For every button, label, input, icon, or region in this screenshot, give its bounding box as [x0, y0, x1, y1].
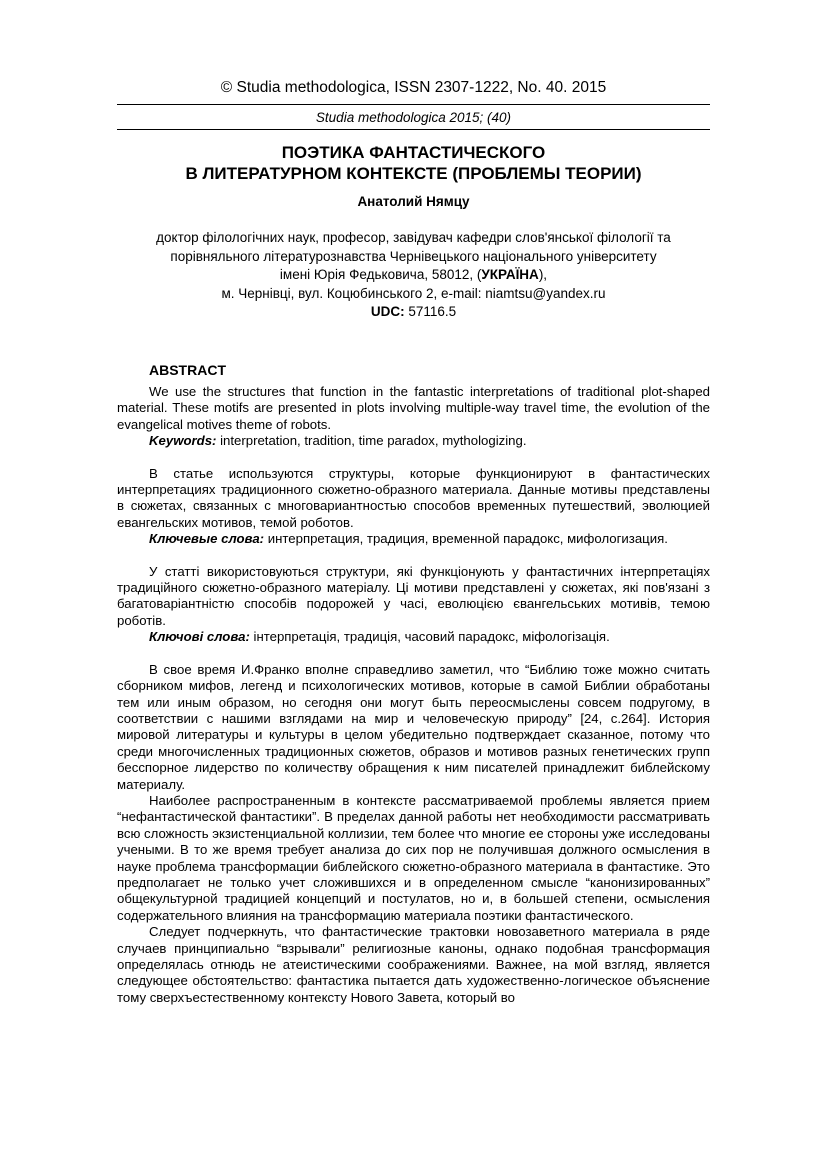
author-affiliation: [117, 229, 710, 322]
keywords-text: інтерпретація, традиція, часовий парадокс, міфологізація.: [249, 629, 610, 645]
spacer: [117, 450, 710, 466]
body-paragraph-2: Наиболее распространенным в контексте рассматриваемой проблемы является прием “нефантастической фантастики”. В пределах данной работы нет необходимости рассматривать всю сложность экзистенциальной коллизии, тем более что многие ее стороны уже исследованы учеными. В то же время требует анализа до сих пор не получившая должного осмысления в науке проблема трансформации библейского сюжетно-образного материала в фантастике. Это предполагает не только учет сложившихся и в определенном смысле “канонизированных” общекультурной традицией концепций и постулатов, но и, в большей степени, осмысления содержательного влияния на трансформацию материала поэтики фантастического.: [117, 792, 710, 923]
keywords-label: Ключевые слова:: [149, 531, 265, 547]
spacer: [117, 548, 710, 564]
affiliation-line: доктор філологічних наук, професор, завідувач кафедри слов'янської філології та: [156, 230, 671, 245]
article-body: [117, 384, 710, 1006]
title-line-1: ПОЭТИКА ФАНТАСТИЧЕСКОГО: [281, 143, 546, 162]
header-rule-bottom: [117, 129, 710, 130]
affiliation-address: м. Чернівці, вул. Коцюбинського 2, e-mail: niamtsu@yandex.ru: [221, 285, 606, 301]
udc-line: [117, 303, 710, 322]
affiliation-line: порівняльного літературознавства Чернівецького національного університету: [170, 248, 657, 264]
affiliation-line: [117, 266, 710, 285]
abstract-en: We use the structures that function in the fantastic interpretations of traditional plot-shaped material. These motifs are presented in plots involving multiple-way travel time, the evolution of the evangelical motives theme of robots.: [117, 384, 710, 432]
keywords-text: интерпретация, традиция, временной парадокс, мифологизация.: [264, 531, 668, 547]
title-line-2: В ЛИТЕРАТУРНОМ КОНТЕКСТЕ (ПРОБЛЕМЫ ТЕОРИИ): [185, 164, 642, 183]
masthead: © Studia methodologica, ISSN 2307-1222, No. 40. 2015: [220, 79, 607, 96]
keywords-label: Keywords:: [149, 433, 217, 449]
abstract-ru: В статье используются структуры, которые функционируют в фантастических интерпретациях традиционного сюжетно-образного материала. Данные мотивы представлены в сюжетах, связанных с многовариантностью способов временных путешествий, эволюцией евангельских мотивов, темой роботов.: [117, 465, 710, 530]
keywords-label: Ключові слова:: [149, 629, 250, 645]
keywords-ru: [117, 531, 710, 547]
affiliation-text: імені Юрія Федьковича, 58012, (: [279, 267, 482, 282]
keywords-text: interpretation, tradition, time paradox, mythologizing.: [216, 433, 527, 449]
affiliation-text: ),: [538, 267, 548, 282]
body-paragraph-3: Следует подчеркнуть, что фантастические трактовки новозаветного материала в ряде случаев принципиально “взрывали” религиозные каноны, однако подобная трансформация определялась отнюдь не атеистическими соображениями. Важнее, на мой взгляд, является следующее обстоятельство: фантастика пытается дать художественно-логическое объяснение тому сверхъестественному контексту Нового Завета, который во: [117, 924, 710, 1005]
udc-label: UDC:: [370, 304, 405, 319]
country-name: УКРАЇНА: [481, 267, 539, 282]
keywords-uk: [117, 629, 710, 645]
article-title: [117, 142, 710, 184]
author-name: Анатолий Нямцу: [357, 194, 470, 209]
journal-line: Studia methodologica 2015; (40): [315, 110, 512, 125]
header-rule-top: [117, 104, 710, 105]
udc-value: 57116.5: [408, 304, 457, 319]
keywords-en: [117, 433, 710, 449]
abstract-heading: ABSTRACT: [149, 362, 226, 378]
abstract-uk: У статті використовуються структури, які функціонують у фантастичних інтерпретаціях традиційного сюжетно-образного матеріалу. Ці мотиви представлені у сюжетах, які пов'язані з багатоваріантністю способів подорожей у часі, еволюцією євангельських мотивів, темою роботів.: [117, 563, 710, 628]
spacer: [117, 646, 710, 662]
body-paragraph-1: В свое время И.Франко вполне справедливо заметил, что “Библию тоже можно считать сборником мифов, легенд и психологических мотивов, которые в самой Библии обработаны тем или иным образом, но сегодня они могут быть переосмыслены совсем подругому, в соответствии с нашими взглядами на мир и человеческую природу” [24, с.264]. История мировой литературы и культуры в целом убедительно подтверждает сказанное, потому что среди многочисленных традиционных сюжетов, образов и мотивов разных генетических групп бесспорное лидерство по количеству обращения к ним писателей принадлежит библейскому материалу.: [117, 661, 710, 792]
